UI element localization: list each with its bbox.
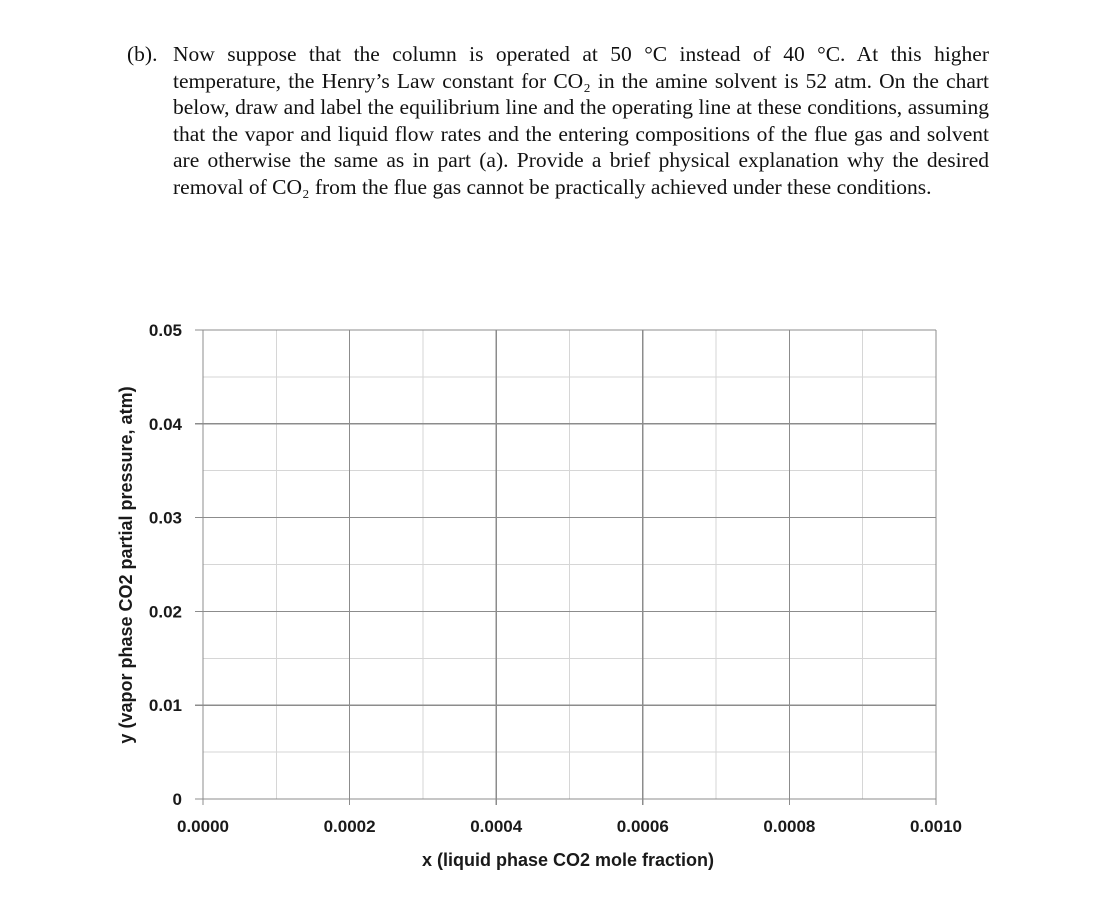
y-tick-label: 0.04 [148,414,182,434]
x-tick-labels [177,817,962,836]
x-tick-label: 0.0006 [616,817,669,836]
x-tick-label: 0.0010 [910,817,962,836]
problem-text: Now suppose that the column is operated at 50 °C instead of 40 °C. At this higher temperature, the Henry’s Law constant for CO₂ in the amine solvent is 52 atm. On the chart below, draw and label the equilibrium line and the operating line at these conditions, assuming that the vapor and liquid flow rates and the entering compositions of the flue gas and solvent are otherwise the same as in part (a). Provide a brief physical explanation why the desired removal of CO₂ from the flue gas cannot be practically achieved under these conditions. [173,42,989,199]
y-tick-labels [149,321,183,809]
y-tick-label: 0.01 [148,696,182,716]
y-tick-label: 0.03 [148,508,182,528]
major-grid [195,330,936,805]
minor-grid [203,330,936,799]
y-tick-label: 0 [172,790,182,809]
y-tick-label: 0.02 [148,602,182,622]
x-tick-label: 0.0008 [763,817,816,836]
x-tick-label: 0.0002 [323,817,376,836]
x-tick-label: 0.0004 [470,817,523,836]
y-axis-label: y (vapor phase CO2 partial pressure, atm) [116,386,136,744]
part-label: (b). [127,42,158,66]
y-tick-label: 0.05 [148,321,182,340]
x-axis-label: x (liquid phase CO2 mole fraction) [421,850,715,870]
x-tick-label: 0.0000 [177,817,229,836]
